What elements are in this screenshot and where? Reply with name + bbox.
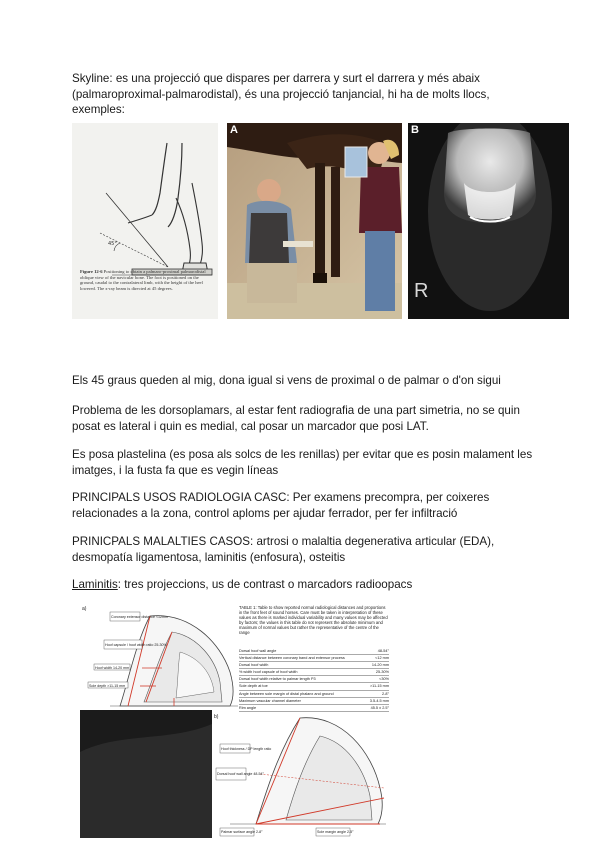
table-cell-measure: Vertical distance between coronary band and extensor process — [239, 656, 345, 661]
laminitis-text: : tres projeccions, us de contrast o marcadors radioopacs — [117, 578, 413, 591]
table-cell-measure: Angle between sole margin of distal phalanx and ground — [239, 691, 334, 696]
label-hoof-wall: Hoof capsule / hoof width ratio 25-30% — [105, 643, 167, 647]
table-row — [239, 648, 389, 655]
table-cell-measure: Dorsal hoof wall angle — [239, 649, 277, 653]
table-cell-value: 3.5-4.5 mm — [369, 698, 389, 703]
table-cell-value: >11-15 mm — [369, 684, 389, 689]
table-cell-measure: Dorsal hoof width relative to palmar length P3 — [239, 677, 316, 682]
caption-figure-number: Figure 12-6 — [80, 269, 103, 274]
figure2-label-a: a) — [82, 606, 87, 612]
table-row — [239, 669, 389, 676]
malalties-paragraph: PRINICPALS MALALTIES CASOS: artrosi o malaltia degenerativa articular (EDA), desmopatía ligamentosa, laminitis (enfosura), osteitis — [72, 535, 495, 564]
laminitis-figure — [80, 602, 392, 838]
figure2-label-b: b) — [214, 714, 219, 720]
photo-panel-a — [227, 123, 402, 319]
table-row — [239, 662, 389, 669]
plastelina-paragraph: Es posa plastelina (es posa als solcs de les renillas) per evitar que es posin malament les imatges, i la fusta fa que es vegin líneas — [72, 448, 533, 477]
table-row — [239, 683, 389, 690]
table-cell-measure: Dorsal hoof width — [239, 663, 269, 668]
measurement-table — [239, 648, 389, 712]
table-row — [239, 705, 389, 712]
label-palmar: Palmar surface angle 2-8° — [221, 830, 263, 834]
table-cell-value: <12 mm — [375, 656, 389, 661]
skyline-figure — [72, 123, 569, 319]
table-cell-measure: % width hoof capsule of hoof width — [239, 670, 298, 675]
dorsopalmar-paragraph: Problema de les dorsoplamars, al estar fent radiografia de una part simetria, no se quin posat es lateral i quin es medial, cal posar un marcador que posi LAT. — [72, 404, 520, 433]
illustration-caption — [80, 269, 212, 291]
table-cell-value: <30% — [379, 677, 389, 682]
xray-side-marker: R — [414, 280, 429, 302]
label-dorsal-wall: Dorsal hoof wall angle 48-54° — [217, 772, 264, 776]
label-hoof-thickness: Hoof thickness / DP length ratio — [221, 747, 272, 751]
table-cell-value: 48-54° — [377, 649, 389, 653]
table-cell-measure: Sole depth at toe — [239, 684, 268, 689]
table-cell-value: 2-8° — [381, 691, 389, 696]
xray-panel-b — [408, 123, 569, 319]
table-row — [239, 676, 389, 683]
laminitis-paragraph — [72, 577, 542, 593]
table-cell-measure: Rim angle — [239, 705, 257, 710]
table-cell-measure: Maximum vascular channel diameter — [239, 698, 301, 703]
label-hoof-width: Hoof width 14-20 mm — [95, 666, 130, 670]
angle-paragraph: Els 45 graus queden al mig, dona igual si vens de proximal o de palmar o d'on sigui — [72, 374, 501, 387]
table-row — [239, 698, 389, 705]
table-cell-value: 45.5 ± 2.5° — [370, 705, 389, 710]
label-sole-depth: Sole depth >11-15 mm — [89, 684, 126, 688]
caption-text: Positioning to obtain a palmaro-proximal palmarodistal oblique view of the navicular bone. The foot is positioned on the ground, caudal to the contralateral limb, with the height of the heel lowered. The x-ray beam is directed at 45 degrees. — [80, 269, 206, 291]
panel-a-label: A — [230, 124, 238, 136]
table-cell-value: 25-30% — [375, 670, 389, 675]
table-row — [239, 655, 389, 662]
usos-paragraph: PRINCIPALS USOS RADIOLOGIA CASC: Per examens precompra, per coixeres relacionades a la zona, control aploms per ajudar ferrador, per fer infiltració — [72, 491, 490, 520]
laminitis-label: Laminitis — [72, 578, 118, 591]
panel-b-label: B — [411, 124, 419, 136]
label-sole-margin: Sole margin angle 2-5° — [317, 830, 354, 834]
table-cell-value: 14-20 mm — [371, 663, 389, 668]
skyline-paragraph: Skyline: es una projecció que dispares per darrera y surt el darrera y més abaix (palmaroproximal-palmarodistal), és una projecció tanjancial, hi ha de molts llocs, exemples: — [72, 72, 490, 116]
table-row — [239, 691, 389, 698]
table-title: TABLE 1: Table to show reported normal radiological distances and proportions in the front feet of sound horses. Care must be taken in interpretation of these values as there is marked individual variability and many values may be affected by factors; the values in this table do not represent the absolute minimum and maximum of normal values but rather the representative of the centre of the range — [239, 605, 388, 635]
svg-text:45°: 45° — [108, 241, 117, 247]
positioning-illustration — [72, 123, 218, 319]
label-coronary: Coronary extensor distance <12mm — [111, 615, 169, 619]
